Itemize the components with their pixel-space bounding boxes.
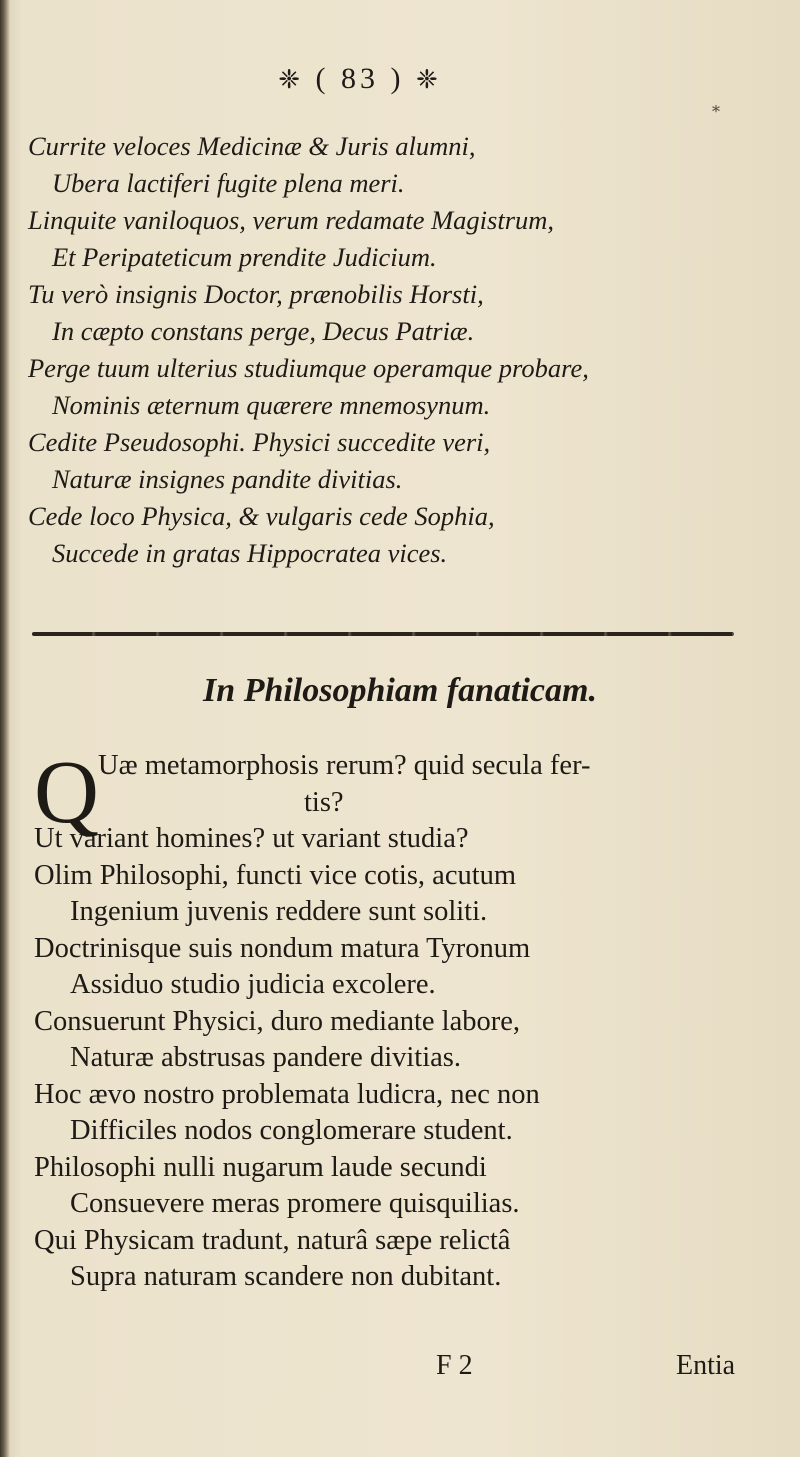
verse-line: Difficiles nodos conglomerare student. [70,1115,513,1146]
verse-line: In cæpto constans perge, Decus Patriæ. [52,316,475,346]
verse-line: Philosophi nulli nugarum laude secundi [34,1151,487,1183]
verse-line: Assiduo studio judicia excolere. [70,969,436,1000]
page-footer [0,1350,800,1390]
verse-line: Olim Philosophi, functi vice cotis, acutum [34,859,517,891]
verse-line: Doctrinisque suis nondum matura Tyronum [34,932,531,964]
verse-line: Succede in gratas Hippocratea vices. [52,538,448,568]
verse-line: Cede loco Physica, & vulgaris cede Sophia, [28,501,495,531]
catchword: Entia [676,1350,736,1381]
poem-second [34,743,774,1296]
verse-line: Supra naturam scandere non dubitant. [70,1261,502,1292]
drop-cap: Q [34,743,99,842]
verse-line: Naturæ abstrusas pandere divitias. [70,1042,461,1073]
verse-line: Qui Physicam tradunt, naturâ sæpe relictâ [34,1224,511,1256]
section-divider [32,632,734,636]
verse-line: Ut variant homines? ut variant studia? [34,823,469,854]
section-title: In Philosophiam fanaticam. [203,672,597,709]
verse-line: Perge tuum ulterius studiumque operamque probare, [28,353,589,383]
verse-line: Consuerunt Physici, duro mediante labore, [34,1005,520,1037]
ornament-right-icon: ❈ [415,65,442,94]
verse-line: Naturæ insignes pandite divitias. [52,464,403,494]
verse-line: Uæ metamorphosis rerum? quid secula fer- [98,750,591,781]
verse-line: Consuevere meras promere quisquilias. [70,1188,520,1219]
verse-line: Nominis æternum quærere mnemosynum. [52,390,491,420]
verse-line: Ingenium juvenis reddere sunt soliti. [70,896,488,927]
verse-line: Linquite vaniloquos, verum redamate Magistrum, [28,205,555,235]
page-binding-edge [0,0,10,1457]
page-header [240,62,480,102]
verse-line: Tu verò insignis Doctor, prænobilis Horsti, [28,279,484,309]
ornament-left-icon: ❈ [278,65,304,94]
verse-line: Currite veloces Medicinæ & Juris alumni, [28,131,476,161]
verse-line-continuation: tis? [304,786,344,818]
verse-line: Et Peripateticum prendite Judicium. [52,242,437,272]
verse-line: Cedite Pseudosophi. Physici succedite veri, [28,427,491,457]
verse-line: Ubera lactiferi fugite plena meri. [52,168,405,198]
corner-mark: * [712,102,720,121]
page-number: ( 83 ) [315,62,405,95]
poem-first [28,128,768,572]
signature-mark: F 2 [436,1350,473,1381]
verse-line: Hoc ævo nostro problemata ludicra, nec non [34,1078,540,1110]
